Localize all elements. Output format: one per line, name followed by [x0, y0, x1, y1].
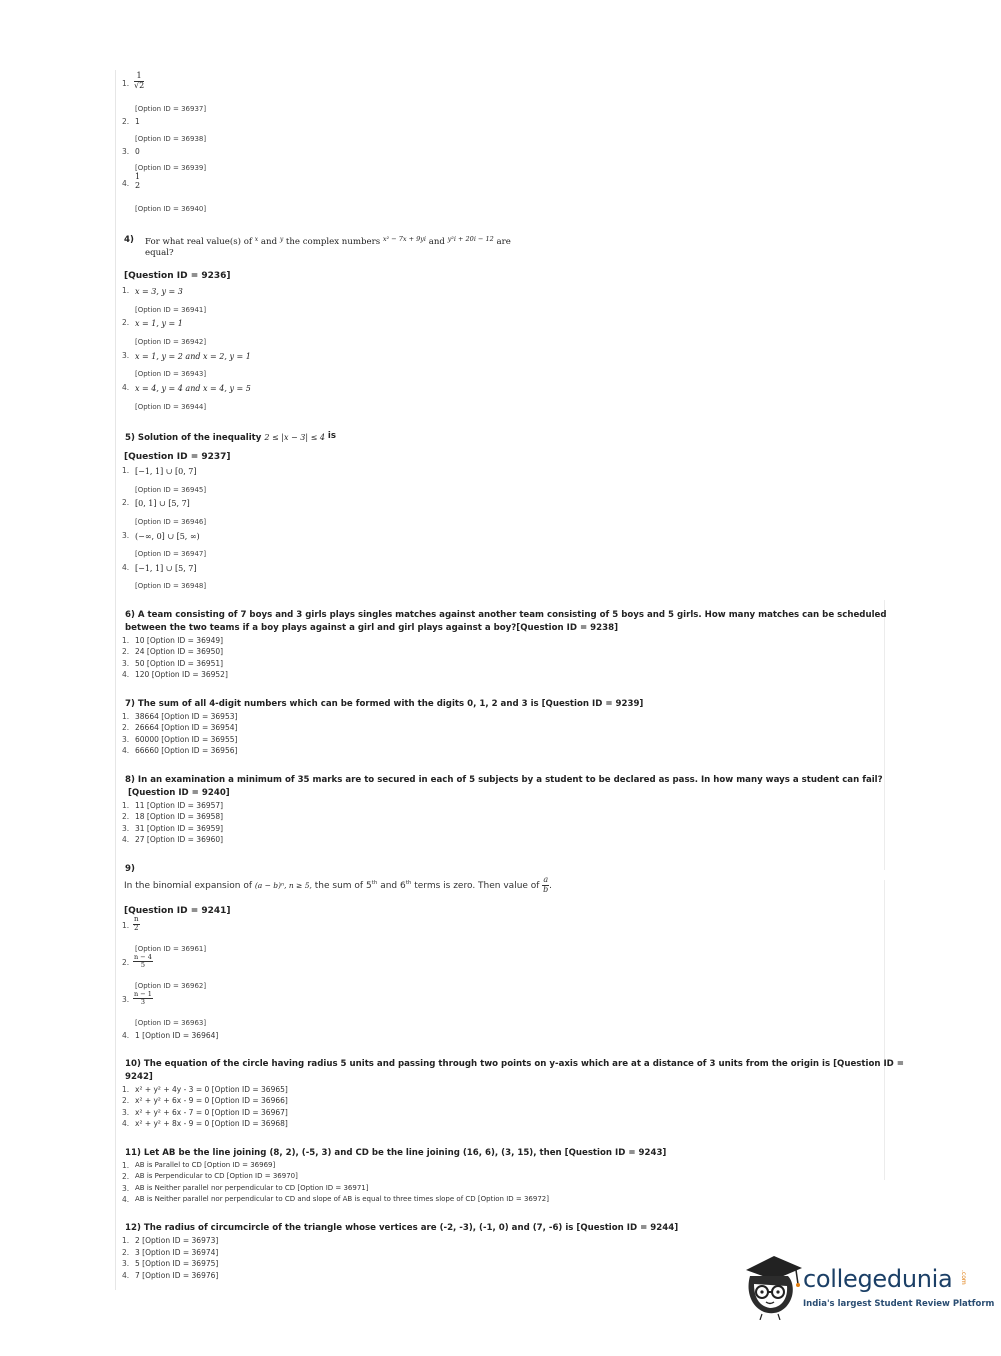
option-id: [Option ID = 36942] [135, 338, 207, 346]
fraction-numerator: n − 1 [134, 990, 152, 998]
option-text: 31 [Option ID = 36959] [135, 824, 224, 833]
option-fraction [133, 916, 140, 932]
fraction-denominator: 2 [135, 180, 141, 190]
option-text: 26664 [Option ID = 36954] [135, 723, 238, 732]
question-text: For what real value(s) of [145, 237, 255, 247]
question-text: terms is zero. Then value of [411, 880, 543, 891]
mascot-icon [740, 1250, 804, 1320]
option-number: 1. [122, 1236, 130, 1245]
fraction-numerator: n − 4 [134, 953, 152, 961]
option-fraction [133, 954, 153, 969]
option-text: 18 [Option ID = 36958] [135, 812, 224, 821]
fraction-numerator: 1 [134, 72, 144, 82]
option-number: 4. [122, 1195, 130, 1204]
option-number: 3. [122, 351, 130, 360]
option-number: 1. [122, 1161, 130, 1170]
option-id: [Option ID = 36943] [135, 370, 207, 378]
option-id: [Option ID = 36947] [135, 550, 207, 558]
question-text: . [549, 880, 552, 891]
option-number: 2. [122, 723, 130, 732]
question-text: [Question ID = 9240] [128, 788, 230, 798]
option-id: [Option ID = 36946] [135, 518, 207, 526]
option-number: 1. [122, 921, 130, 930]
fraction-denominator: b [543, 884, 549, 894]
option-number: 2. [122, 318, 130, 327]
option-id: [Option ID = 36963] [135, 1019, 207, 1027]
option-text: 27 [Option ID = 36960] [135, 835, 224, 844]
option-fraction [134, 173, 141, 191]
option-number: 2. [122, 647, 130, 656]
question-text-line [124, 876, 552, 895]
option-value: 1 [135, 117, 140, 126]
option-number: 3. [122, 1108, 130, 1117]
option-number: 1. [122, 466, 130, 475]
option-text: AB is Neither parallel nor perpendicular to CD and slope of AB is equal to three times slope of CD [Option ID = 36972] [135, 1195, 549, 1203]
question-id: [Question ID = 9236] [124, 271, 231, 281]
option-number: 4. [122, 835, 130, 844]
question-text: equal? [145, 248, 174, 258]
option-number: 2. [122, 498, 130, 507]
option-number: 2. [122, 1172, 130, 1181]
option-id: [Option ID = 36941] [135, 306, 207, 314]
option-number: 3. [122, 995, 130, 1004]
question-text-line [125, 431, 336, 443]
option-number: 4. [122, 1119, 130, 1128]
question-text: and [425, 237, 448, 247]
option-text: x² + y² + 4y - 3 = 0 [Option ID = 36965] [135, 1085, 288, 1094]
fraction-denominator: 2 [134, 923, 139, 932]
option-text: AB is Parallel to CD [Option ID = 36969] [135, 1161, 276, 1169]
right-margin-rule-lower [884, 880, 885, 1180]
question-text: 12) The radius of circumcircle of the triangle whose vertices are (-2, -3), (-1, 0) and (7, -6) is [Question ID = 9244] [125, 1223, 679, 1233]
option-id: [Option ID = 36948] [135, 582, 207, 590]
option-number: 1. [122, 286, 130, 295]
option-number: 3. [122, 531, 130, 540]
option-number: 1. [122, 801, 130, 810]
option-text: 3 [Option ID = 36974] [135, 1248, 219, 1257]
option-number: 2. [122, 812, 130, 821]
superscript: th [405, 879, 412, 886]
option-text: 60000 [Option ID = 36955] [135, 735, 238, 744]
question-text: the complex numbers [283, 237, 383, 247]
option-id: [Option ID = 36961] [135, 945, 207, 953]
question-text: 9242] [125, 1072, 153, 1082]
option-number: 2. [122, 1096, 130, 1105]
option-number: 4. [122, 179, 130, 188]
option-value: (−∞, 0] ∪ [5, ∞) [135, 532, 200, 541]
option-text: 50 [Option ID = 36951] [135, 659, 224, 668]
option-text: 24 [Option ID = 36950] [135, 647, 224, 656]
option-id: [Option ID = 36944] [135, 403, 207, 411]
option-number: 3. [122, 147, 130, 156]
option-number: 2. [122, 1248, 130, 1257]
option-id: [Option ID = 36939] [135, 164, 207, 172]
option-number: 1. [122, 79, 130, 88]
option-number: 1. [122, 636, 130, 645]
right-margin-rule-upper [884, 600, 885, 870]
option-number: 3. [122, 1184, 130, 1193]
option-fraction [133, 991, 153, 1006]
option-id: [Option ID = 36937] [135, 105, 207, 113]
math-expression: 2 ≤ |x − 3| ≤ 4 [264, 433, 325, 442]
fraction-numerator: n [134, 915, 139, 923]
question-text: 6) A team consisting of 7 boys and 3 girls plays singles matches against another team consisting of 5 boys and 5 girls. How many matches can be scheduled [125, 610, 887, 620]
math-expression: (a − b)ⁿ, n ≥ 5, [254, 880, 312, 890]
option-number: 2. [122, 117, 130, 126]
option-text: 1 [Option ID = 36964] [135, 1031, 219, 1040]
option-id: [Option ID = 36945] [135, 486, 207, 494]
question-text: are [493, 237, 511, 247]
option-value: 0 [135, 147, 140, 156]
fraction-denominator: 5 [140, 961, 146, 970]
option-text: 2 [Option ID = 36973] [135, 1236, 219, 1245]
option-number: 3. [122, 824, 130, 833]
question-id: [Question ID = 9237] [124, 452, 231, 462]
option-text: 66660 [Option ID = 36956] [135, 746, 238, 755]
option-text: x² + y² + 6x - 7 = 0 [Option ID = 36967] [135, 1108, 288, 1117]
option-fraction [134, 72, 144, 91]
option-number: 3. [122, 735, 130, 744]
question-text-line [145, 235, 511, 247]
question-text: is [327, 431, 336, 441]
option-id: [Option ID = 36938] [135, 135, 207, 143]
option-id: [Option ID = 36962] [135, 982, 207, 990]
logo-dotcom: .com [960, 1270, 967, 1285]
option-text: AB is Neither parallel nor perpendicular to CD [Option ID = 36971] [135, 1184, 369, 1192]
question-text: 11) Let AB be the line joining (8, 2), (-5, 3) and CD be the line joining (16, 6), (3, 15), then [Question ID = 9243] [125, 1148, 667, 1158]
option-text: x² + y² + 6x - 9 = 0 [Option ID = 36966] [135, 1096, 288, 1105]
option-text: 11 [Option ID = 36957] [135, 801, 224, 810]
question-text: and 6 [377, 880, 406, 891]
question-id: [Question ID = 9241] [124, 906, 231, 916]
option-number: 2. [122, 958, 130, 967]
question-text: 5) Solution of the inequality [125, 433, 262, 443]
option-value: [−1, 1] ∪ [5, 7] [135, 564, 197, 573]
math-expression: y²i + 20i − 12 [447, 235, 494, 243]
option-number: 4. [122, 670, 130, 679]
question-text: 10) The equation of the circle having radius 5 units and passing through two points on y-axis which are at a distance of 3 units from the origin is [Question ID = [125, 1059, 904, 1069]
option-number: 4. [122, 746, 130, 755]
option-text: AB is Perpendicular to CD [Option ID = 36970] [135, 1172, 298, 1180]
fraction-denominator: √2 [134, 80, 145, 90]
option-text: x² + y² + 8x - 9 = 0 [Option ID = 36968] [135, 1119, 288, 1128]
option-value: [−1, 1] ∪ [0, 7] [135, 467, 197, 476]
question-text: and [258, 237, 280, 247]
fraction-numerator: a [543, 875, 549, 884]
option-number: 4. [122, 1031, 130, 1040]
left-margin-rule [115, 70, 116, 1290]
math-expression: x² − 7x + 9yi [382, 235, 426, 243]
logo-tagline: India's largest Student Review Platform [803, 1299, 995, 1309]
option-text: 120 [Option ID = 36952] [135, 670, 228, 679]
option-number: 4. [122, 383, 130, 392]
question-text: between the two teams if a boy plays against a girl and girl plays against a boy?[Question ID = 9238] [125, 623, 618, 633]
math-variable: x [254, 236, 259, 243]
option-text: 5 [Option ID = 36975] [135, 1259, 219, 1268]
question-text: 8) In an examination a minimum of 35 marks are to secured in each of 5 subjects by a student to be declared as pass. In how many ways a student can fail? [125, 775, 883, 785]
option-value: x = 1, y = 1 [135, 319, 183, 328]
option-value: x = 3, y = 3 [135, 287, 183, 296]
option-number: 4. [122, 563, 130, 572]
fraction-denominator: 3 [140, 998, 146, 1007]
option-value: x = 4, y = 4 and x = 4, y = 5 [135, 384, 251, 393]
question-text: the sum of 5 [311, 880, 372, 891]
option-text: 10 [Option ID = 36949] [135, 636, 224, 645]
option-number: 3. [122, 1259, 130, 1268]
question-text: 7) The sum of all 4-digit numbers which can be formed with the digits 0, 1, 2 and 3 is [Question ID = 9239] [125, 699, 644, 709]
logo-wordmark: collegedunia [803, 1265, 953, 1293]
option-value: x = 1, y = 2 and x = 2, y = 1 [135, 352, 251, 361]
question-text: In the binomial expansion of [124, 880, 255, 891]
math-variable: y [279, 236, 284, 243]
option-value: [0, 1] ∪ [5, 7] [135, 499, 190, 508]
fraction-numerator: 1 [135, 172, 141, 181]
option-text: 7 [Option ID = 36976] [135, 1271, 219, 1280]
option-number: 1. [122, 712, 130, 721]
question-number: 9) [125, 864, 135, 874]
superscript: th [371, 879, 378, 886]
option-number: 4. [122, 1271, 130, 1280]
option-number: 1. [122, 1085, 130, 1094]
question-number: 4) [124, 235, 134, 245]
option-number: 3. [122, 659, 130, 668]
option-id: [Option ID = 36940] [135, 205, 207, 213]
option-text: 38664 [Option ID = 36953] [135, 712, 238, 721]
